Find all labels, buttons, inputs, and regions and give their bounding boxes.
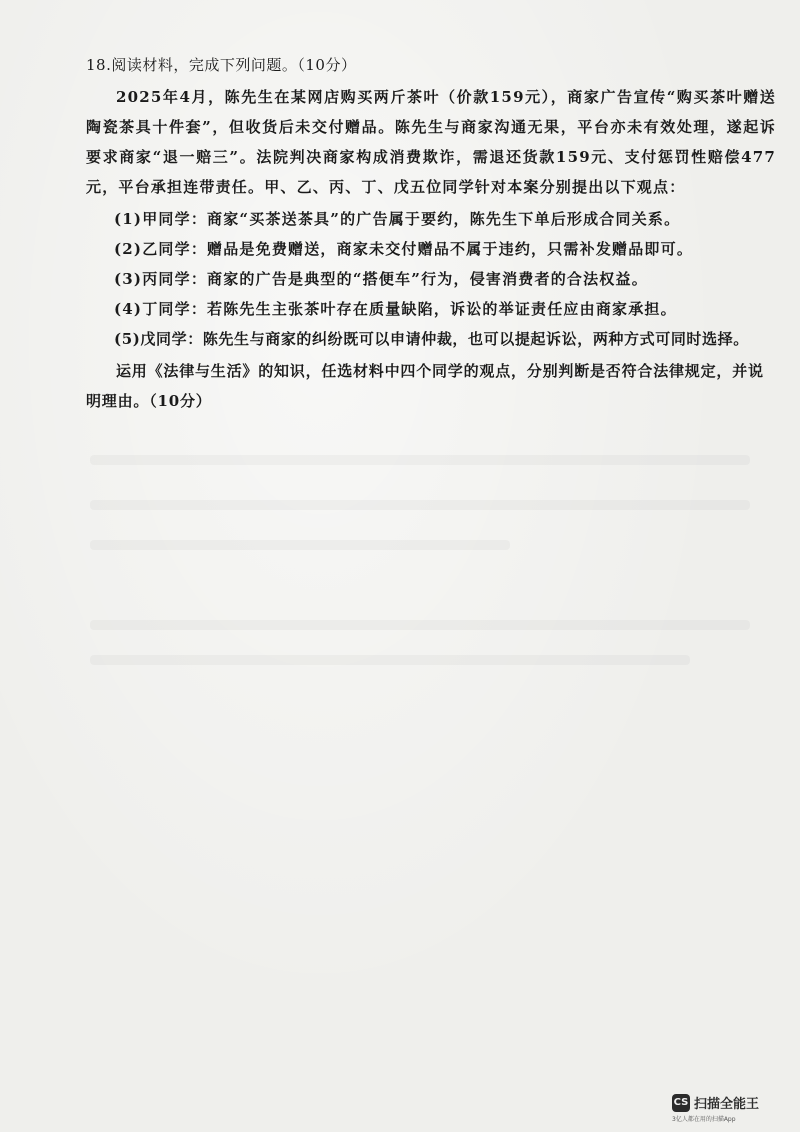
view-item-bing: (3)丙同学：商家的广告是典型的“搭便车”行为，侵害消费者的合法权益。 [114,270,648,288]
material-paragraph: 2025年4月，陈先生在某网店购买两斤茶叶（价款159元），商家广告宣传“购买茶叶赠送陶瓷茶具十件套”，但收货后未交付赠品。陈先生与商家沟通无果，平台亦未有效处理，遂起诉要求商家“退一赔三”。法院判决商家构成消费欺诈，需退还货款159元、支付惩罚性赔偿477元，平台承担连带责任。甲、乙、丙、丁、戊五位同学针对本案分别提出以下观点： [86,88,776,196]
question-18 [86,50,776,416]
bleed-through-line [90,455,750,465]
bleed-through-line [90,620,750,630]
camscanner-logo-icon: CS [672,1094,690,1112]
view-item-yi: (2)乙同学：赠品是免费赠送，商家未交付赠品不属于违约，只需补发赠品即可。 [114,240,694,258]
task-instruction: 运用《法律与生活》的知识，任选材料中四个同学的观点，分别判断是否符合法律规定，并说明理由。（10分） [86,362,764,410]
question-title: 18.阅读材料，完成下列问题。（10分） [86,56,357,74]
bleed-through-line [90,655,690,665]
watermark-app-name: 扫描全能王 [694,1097,760,1112]
watermark-tagline: 3亿人都在用的扫描App [672,1116,736,1123]
view-item-wu: (5)戊同学：陈先生与商家的纠纷既可以申请仲裁，也可以提起诉讼，两种方式可同时选择。 [114,330,749,348]
view-item-ding: (4)丁同学：若陈先生主张茶叶存在质量缺陷，诉讼的举证责任应由商家承担。 [114,300,677,318]
bleed-through-line [90,500,750,510]
scanner-watermark [672,1092,784,1124]
bleed-through-line [90,540,510,550]
student-views-list [86,204,776,354]
view-item-jia: (1)甲同学：商家“买茶送茶具”的广告属于要约，陈先生下单后形成合同关系。 [114,210,681,228]
